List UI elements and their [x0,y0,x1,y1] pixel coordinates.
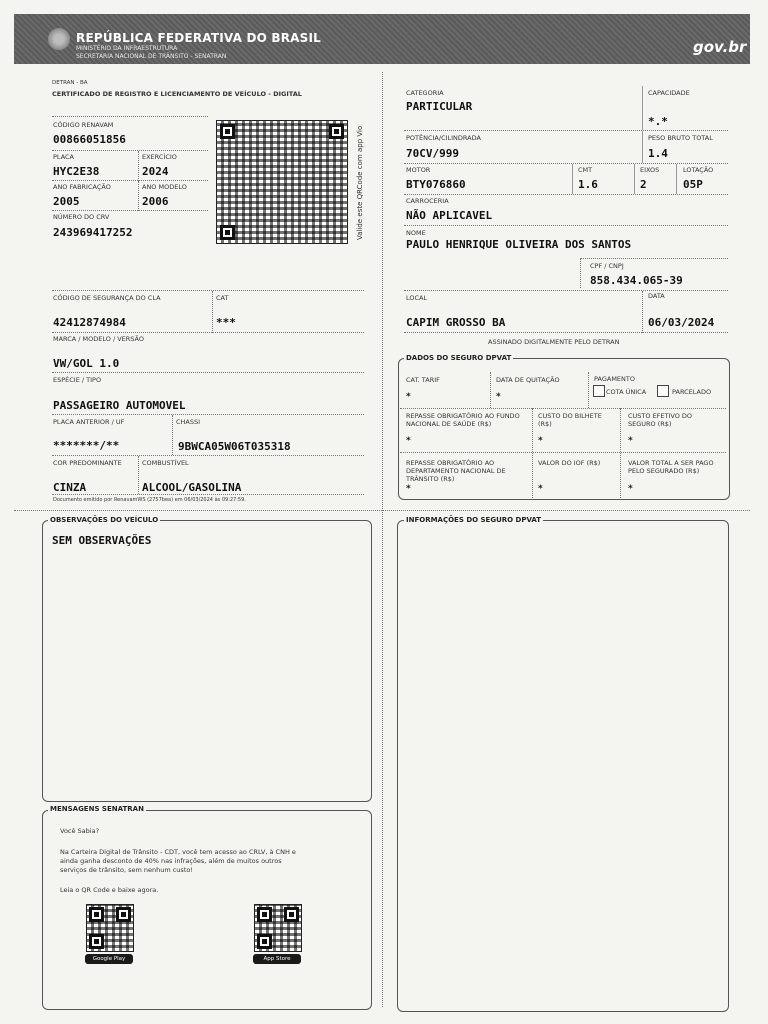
custo-bilhete-label: CUSTO DO BILHETE (R$) [538,412,602,428]
marca-label: MARCA / MODELO / VERSÃO [53,335,144,343]
divider [532,408,533,498]
custo-efetivo-label: CUSTO EFETIVO DO SEGURO (R$) [628,412,693,428]
app-store-badge[interactable]: App Store [253,954,301,964]
info-dpvat-box [397,520,729,1012]
local-value: CAPIM GROSSO BA [406,316,506,329]
cla-value: 42412874984 [53,316,126,329]
especie-value: PASSAGEIRO AUTOMOVEL [53,399,186,412]
parcelado-checkbox[interactable] [657,385,669,397]
divider [212,291,213,333]
combustivel-label: COMBUSTÍVEL [142,459,189,467]
pagamento-label: PAGAMENTO [594,375,635,383]
divider [404,225,728,226]
divider [634,164,635,194]
repasse-transito-value: * [406,484,411,494]
senatran-question: Você Sabia? [60,827,100,835]
divider [642,291,643,333]
peso-value: 1.4 [648,147,668,160]
ano-fab-label: ANO FABRICAÇÃO [53,183,111,191]
renavam-value: 00866051856 [53,133,126,146]
google-play-qr-code [86,904,134,952]
valor-iof-value: * [538,484,543,494]
divider [52,455,364,456]
data-quitacao-value: * [496,392,501,402]
repasse-transito-label: REPASSE OBRIGATÓRIO AO DEPARTAMENTO NACIONAL DE TRÂNSITO (R$) [406,459,506,483]
exercicio-label: EXERCÍCIO [142,153,177,161]
header-ministry: MINISTÉRIO DA INFRAESTRUTURA [76,45,178,52]
senatran-title: MENSAGENS SENATRAN [50,805,144,813]
lotacao-value: 05P [683,178,703,191]
divider [52,414,364,415]
repasse-saude-value: * [406,436,411,446]
cota-unica-label: COTA ÚNICA [606,388,647,396]
divider [52,332,364,333]
eixos-value: 2 [640,178,647,191]
divider [588,372,589,408]
signed-note: ASSINADO DIGITALMENTE PELO DETRAN [488,338,620,346]
combustivel-value: ALCOOL/GASOLINA [142,481,242,494]
valor-total-value: * [628,484,633,494]
marca-value: VW/GOL 1.0 [53,357,120,370]
nome-label: NOME [406,229,426,237]
divider [572,164,573,194]
placa-value: HYC2E38 [53,165,100,178]
google-play-badge[interactable]: Google Play [85,954,133,964]
column-divider [382,72,383,1007]
ano-mod-label: ANO MODELO [142,183,187,191]
divider [404,130,728,131]
nome-value: PAULO HENRIQUE OLIVEIRA DOS SANTOS [406,238,632,251]
parcelado-label: PARCELADO [672,388,712,396]
observacoes-box [42,520,372,802]
potencia-label: POTÊNCIA/CILINDRADA [406,134,481,142]
crv-value: 243969417252 [53,226,133,239]
divider [52,372,364,373]
renavam-label: CÓDIGO RENAVAM [53,121,114,129]
divider [580,258,728,259]
cat-tarif-label: CAT. TARIF [406,376,440,384]
capacidade-label: CAPACIDADE [648,89,690,97]
valor-iof-label: VALOR DO IOF (R$) [538,459,601,467]
divider [138,151,139,181]
divider [52,210,208,211]
divider [138,181,139,211]
divider [404,194,728,195]
categoria-label: CATEGORIA [406,89,444,97]
detran-label: DETRAN - BA [52,80,88,86]
divider [404,332,728,333]
carroceria-value: NÃO APLICAVEL [406,209,493,222]
senatran-cta: Leia o QR Code e baixe agora. [60,886,159,894]
placa-anterior-value: *******/** [53,439,120,452]
potencia-value: 70CV/999 [406,147,459,160]
divider [400,452,726,453]
divider [52,290,364,291]
cor-label: COR PREDOMINANTE [53,459,122,467]
validation-qr-code [216,120,348,244]
divider [404,290,728,291]
crv-label: NÚMERO DO CRV [53,213,110,221]
govbr-logo: gov.br [693,38,747,56]
cat-value: *** [216,316,236,329]
cpf-value: 858.434.065-39 [590,274,683,287]
repasse-saude-label: REPASSE OBRIGATÓRIO AO FUNDO NACIONAL DE SAÚDE (R$) [406,412,520,428]
custo-efetivo-value: * [628,436,633,446]
observacoes-text: SEM OBSERVAÇÕES [52,534,152,547]
data-value: 06/03/2024 [648,316,715,329]
cmt-value: 1.6 [578,178,598,191]
chassi-label: CHASSI [176,418,201,426]
lotacao-label: LOTAÇÃO [683,166,714,174]
cat-label: CAT [216,294,229,302]
ano-fab-value: 2005 [53,195,80,208]
divider [52,494,364,495]
divider [642,86,643,130]
divider [404,163,728,164]
divider [52,116,208,117]
divider [400,408,726,409]
cpf-label: CPF / CNPJ [590,262,624,270]
cla-label: CÓDIGO DE SEGURANÇA DO CLA [53,294,161,302]
cor-value: CINZA [53,481,87,494]
categoria-value: PARTICULAR [406,100,473,113]
valor-total-label: VALOR TOTAL A SER PAGO PELO SEGURADO (R$) [628,459,714,475]
data-quitacao-label: DATA DE QUITAÇÃO [496,376,560,384]
divider [490,372,491,408]
divider [172,415,173,455]
placa-label: PLACA [53,153,75,161]
capacidade-value: *.* [648,115,668,128]
issued-note: Documento emitido por RenavamWS (2757bea) em 06/03/2024 às 09:27:59. [53,497,246,503]
doc-title: CERTIFICADO DE REGISTRO E LICENCIAMENTO DE VEÍCULO - DIGITAL [52,90,302,98]
especie-label: ESPÉCIE / TIPO [53,376,102,384]
exercicio-value: 2024 [142,165,169,178]
placa-anterior-label: PLACA ANTERIOR / UF [53,418,125,426]
divider [642,131,643,163]
data-label: DATA [648,292,665,300]
motor-value: BTY076860 [406,178,466,191]
app-store-qr-code [254,904,302,952]
motor-label: MOTOR [406,166,431,174]
coat-of-arms-icon [48,28,70,50]
info-dpvat-title: INFORMAÇÕES DO SEGURO DPVAT [406,516,542,524]
custo-bilhete-value: * [538,436,543,446]
cota-unica-checkbox[interactable] [593,385,605,397]
senatran-line-1: Na Carteira Digital de Trânsito - CDT, você tem acesso ao CRLV, à CNH e [60,848,296,856]
divider [620,408,621,498]
senatran-line-3: serviços de trânsito, sem nenhum custo! [60,866,193,874]
divider [138,456,139,494]
eixos-label: EIXOS [640,166,660,174]
carroceria-label: CARROCERIA [406,197,449,205]
divider [52,150,208,151]
cat-tarif-value: * [406,392,411,402]
local-label: LOCAL [406,294,428,302]
section-divider [14,510,750,511]
header-banner [14,14,750,64]
dpvat-title: DADOS DO SEGURO DPVAT [406,354,512,362]
chassi-value: 9BWCA05W06T035318 [178,440,291,453]
cmt-label: CMT [578,166,593,174]
observacoes-title: OBSERVAÇÕES DO VEÍCULO [50,516,159,524]
divider [580,258,581,288]
header-secretariat: SECRETARIA NACIONAL DE TRÂNSITO - SENATRAN [76,53,227,60]
ano-mod-value: 2006 [142,195,169,208]
peso-label: PESO BRUTO TOTAL [648,134,713,142]
header-title: REPÚBLICA FEDERATIVA DO BRASIL [76,31,322,45]
senatran-line-2: ainda ganha desconto de 40% nas infrações, além de muitos outros [60,857,282,865]
divider [52,180,208,181]
qr-caption: Valide este QRCode com app Vio [356,125,364,240]
divider [676,164,677,194]
